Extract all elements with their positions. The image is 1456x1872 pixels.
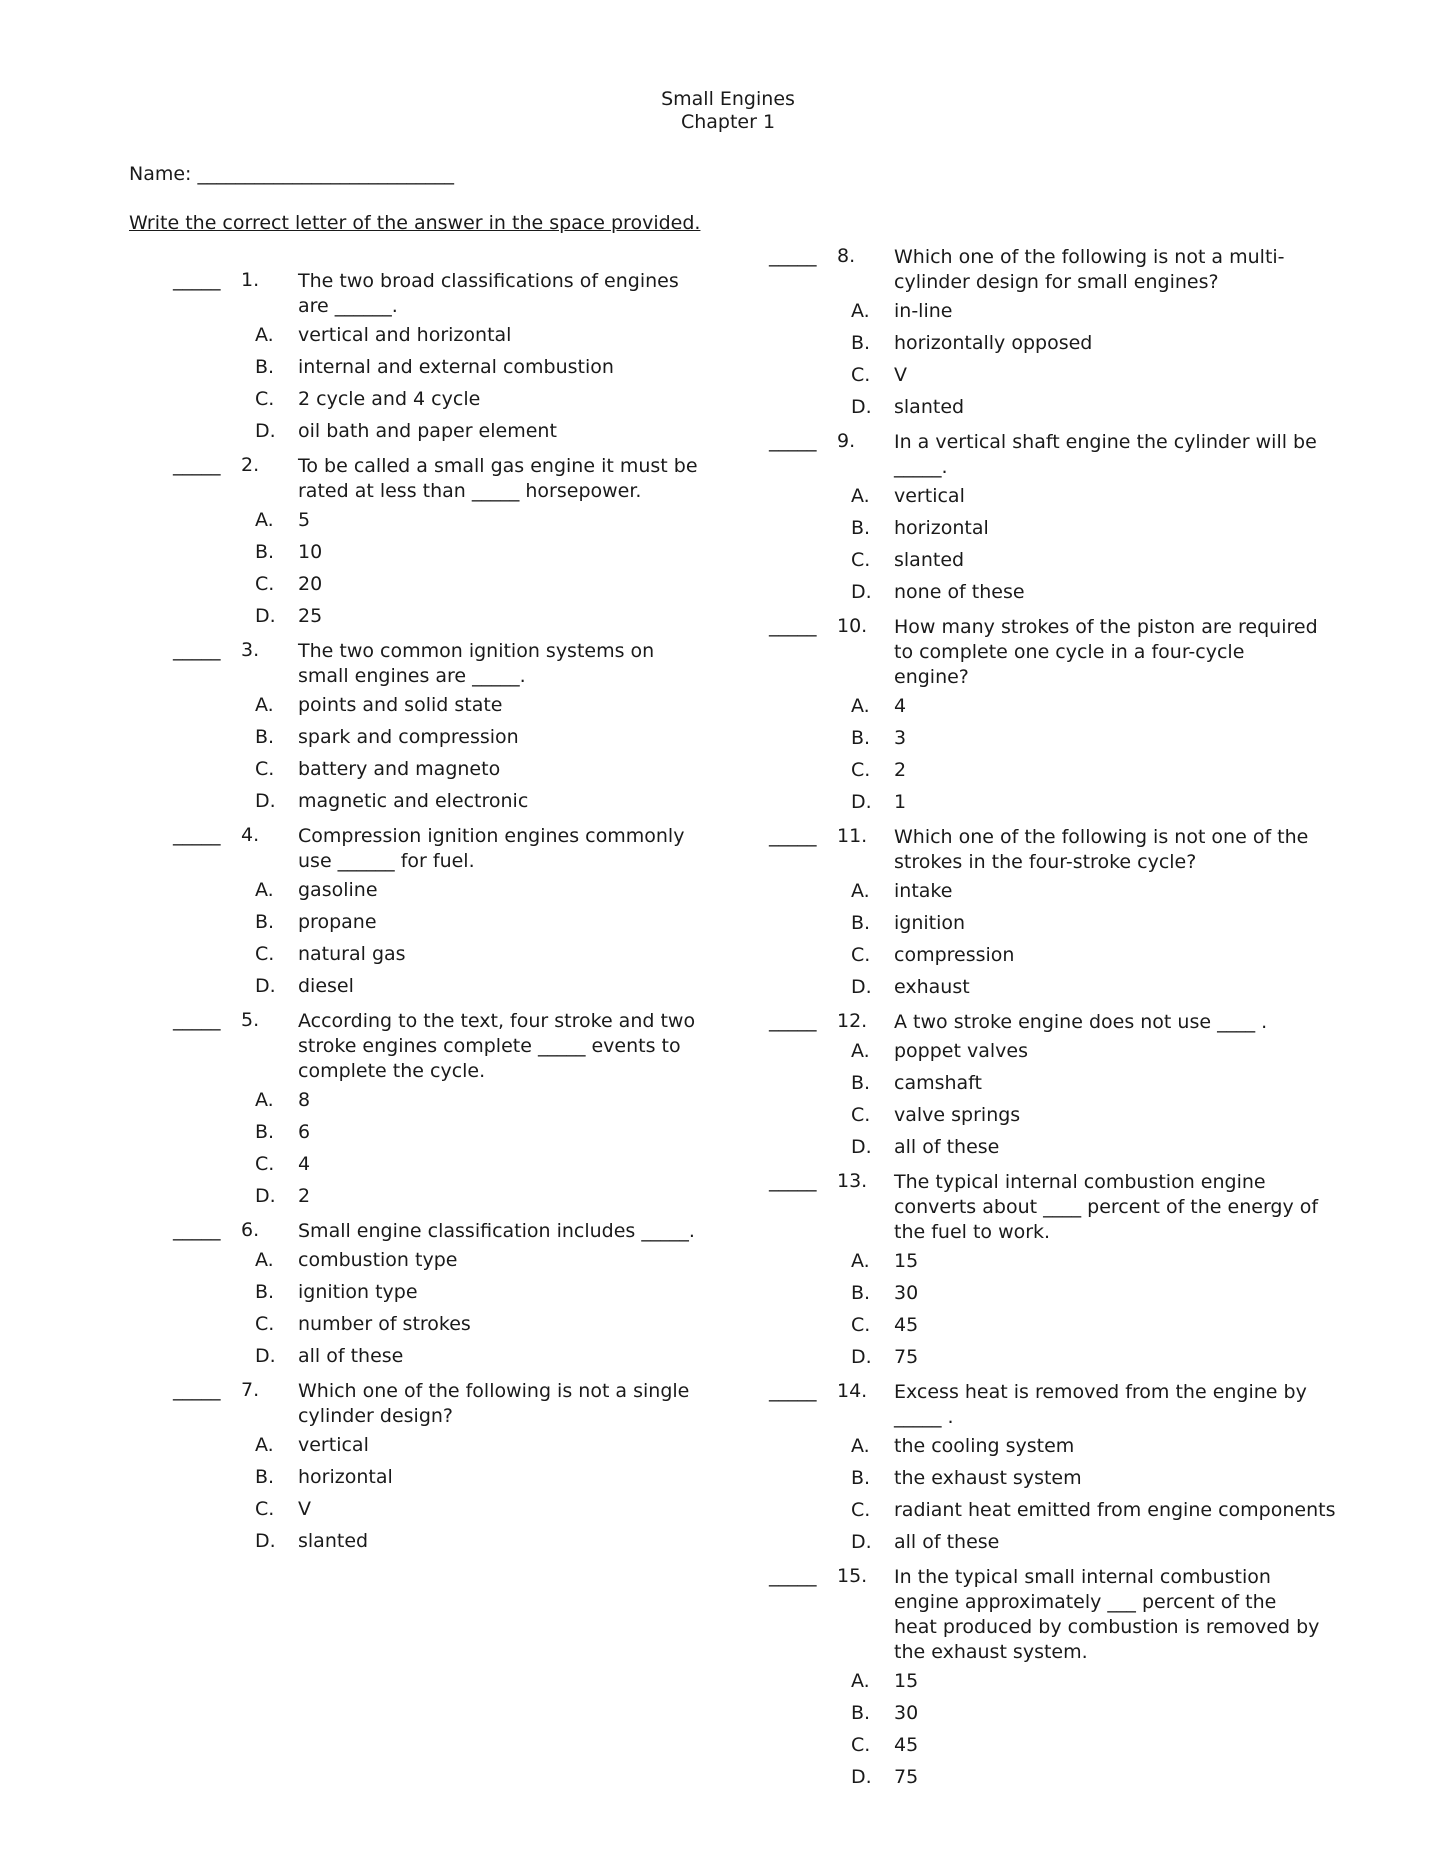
option-text: 2: [298, 1185, 311, 1207]
option-letter: C.: [255, 1498, 275, 1520]
question-text: Small engine classification includes _____.: [298, 1220, 695, 1242]
answer-option: [129, 1180, 729, 1212]
question-text: The typical internal combustion engine converts about ____ percent of the energy of the fuel to work.: [894, 1171, 1319, 1243]
question-row: [129, 824, 729, 874]
answer-option: [725, 544, 1325, 576]
answer-option: [129, 970, 729, 1002]
option-text: vertical: [298, 1434, 369, 1456]
option-letter: D.: [851, 396, 872, 418]
question-number: 4.: [241, 824, 260, 846]
answer-option: [129, 1493, 729, 1525]
option-text: 45: [894, 1734, 919, 1756]
option-letter: B.: [255, 911, 275, 933]
question-item: [725, 1010, 1325, 1170]
answer-option: [725, 1462, 1325, 1494]
option-text: radiant heat emitted from engine components: [894, 1499, 1336, 1521]
option-text: slanted: [894, 396, 965, 418]
questions-left-column: [129, 269, 729, 1564]
option-letter: B.: [851, 332, 871, 354]
option-letter: C.: [851, 1314, 871, 1336]
question-row: [725, 430, 1325, 480]
answer-option: [725, 1099, 1325, 1131]
answer-option: [725, 1665, 1325, 1697]
question-item: [725, 825, 1325, 1010]
chapter-subtitle: Chapter 1: [680, 111, 776, 133]
question-row: [725, 1170, 1325, 1245]
option-text: all of these: [894, 1136, 1000, 1158]
option-letter: C.: [255, 758, 275, 780]
answer-option: [725, 971, 1325, 1003]
question-item: [725, 245, 1325, 430]
option-letter: A.: [851, 1040, 870, 1062]
question-text: Excess heat is removed from the engine by _____ .: [894, 1381, 1307, 1428]
question-number: 6.: [241, 1219, 260, 1241]
question-row: [129, 454, 729, 504]
option-text: ignition: [894, 912, 966, 934]
question-item: [129, 824, 729, 1009]
option-letter: A.: [255, 1434, 274, 1456]
answer-option: [129, 600, 729, 632]
answer-blank: _____: [769, 1380, 817, 1402]
option-text: in-line: [894, 300, 953, 322]
answer-blank: _____: [769, 1010, 817, 1032]
answer-option: [129, 1429, 729, 1461]
option-letter: A.: [255, 879, 274, 901]
answer-option: [725, 1697, 1325, 1729]
option-text: V: [298, 1498, 311, 1520]
option-letter: C.: [851, 1499, 871, 1521]
instructions: Write the correct letter of the answer in the space provided.: [129, 212, 701, 234]
option-text: all of these: [894, 1531, 1000, 1553]
question-item: [725, 1565, 1325, 1800]
option-text: 25: [298, 605, 323, 627]
option-letter: D.: [851, 976, 872, 998]
answer-blank: _____: [173, 1009, 221, 1031]
option-letter: B.: [851, 1072, 871, 1094]
option-letter: B.: [255, 1121, 275, 1143]
answer-blank: _____: [769, 615, 817, 637]
name-field-line: Name: ___________________________: [129, 163, 454, 185]
page-title: Small Engines: [661, 88, 795, 110]
answer-option: [725, 1526, 1325, 1558]
answer-option: [725, 1309, 1325, 1341]
option-text: 8: [298, 1089, 311, 1111]
answer-option: [725, 295, 1325, 327]
option-letter: D.: [255, 1530, 276, 1552]
question-number: 15.: [837, 1565, 868, 1587]
answer-option: [129, 938, 729, 970]
option-letter: C.: [255, 573, 275, 595]
answer-option: [129, 536, 729, 568]
answer-option: [129, 689, 729, 721]
answer-option: [129, 785, 729, 817]
option-text: V: [894, 364, 907, 386]
answer-blank: _____: [173, 269, 221, 291]
option-letter: B.: [851, 1467, 871, 1489]
question-text: In a vertical shaft engine the cylinder will be _____.: [894, 431, 1317, 478]
question-number: 14.: [837, 1380, 868, 1402]
answer-option: [129, 1525, 729, 1557]
option-letter: B.: [851, 912, 871, 934]
option-text: natural gas: [298, 943, 406, 965]
answer-option: [129, 351, 729, 383]
option-letter: A.: [851, 1435, 870, 1457]
question-row: [129, 1379, 729, 1429]
option-text: horizontally opposed: [894, 332, 1093, 354]
answer-option: [725, 1729, 1325, 1761]
answer-blank: _____: [173, 1379, 221, 1401]
option-text: 20: [298, 573, 323, 595]
question-text: A two stroke engine does not use ____ .: [894, 1011, 1268, 1033]
question-row: [129, 639, 729, 689]
option-text: combustion type: [298, 1249, 458, 1271]
option-letter: A.: [255, 1249, 274, 1271]
option-letter: D.: [851, 1531, 872, 1553]
option-text: points and solid state: [298, 694, 503, 716]
answer-option: [129, 1276, 729, 1308]
option-letter: A.: [255, 1089, 274, 1111]
answer-option: [725, 875, 1325, 907]
option-letter: D.: [255, 1345, 276, 1367]
question-row: [725, 1010, 1325, 1035]
question-number: 12.: [837, 1010, 868, 1032]
answer-option: [129, 319, 729, 351]
answer-option: [725, 1430, 1325, 1462]
option-text: oil bath and paper element: [298, 420, 557, 442]
answer-option: [129, 504, 729, 536]
option-letter: B.: [255, 356, 275, 378]
option-text: vertical and horizontal: [298, 324, 512, 346]
question-text: To be called a small gas engine it must be rated at less than _____ horsepower.: [298, 455, 698, 502]
answer-blank: _____: [173, 824, 221, 846]
option-letter: D.: [851, 1766, 872, 1788]
option-text: slanted: [894, 549, 965, 571]
option-text: 75: [894, 1346, 919, 1368]
option-letter: C.: [255, 1313, 275, 1335]
option-letter: A.: [851, 1250, 870, 1272]
answer-option: [129, 1244, 729, 1276]
option-letter: B.: [255, 1466, 275, 1488]
answer-option: [725, 722, 1325, 754]
question-row: [725, 1380, 1325, 1430]
option-text: poppet valves: [894, 1040, 1028, 1062]
option-letter: A.: [851, 485, 870, 507]
answer-option: [725, 480, 1325, 512]
option-text: valve springs: [894, 1104, 1021, 1126]
option-text: all of these: [298, 1345, 404, 1367]
answer-option: [725, 786, 1325, 818]
answer-blank: _____: [173, 1219, 221, 1241]
answer-option: [725, 1761, 1325, 1793]
question-item: [725, 430, 1325, 615]
option-text: none of these: [894, 581, 1025, 603]
option-letter: A.: [851, 1670, 870, 1692]
option-text: 3: [894, 727, 907, 749]
option-letter: C.: [851, 759, 871, 781]
answer-option: [725, 939, 1325, 971]
option-letter: C.: [255, 388, 275, 410]
question-text: Which one of the following is not a multi-cylinder design for small engines?: [894, 246, 1285, 293]
question-item: [129, 639, 729, 824]
option-letter: A.: [851, 880, 870, 902]
option-letter: B.: [255, 1281, 275, 1303]
answer-option: [129, 753, 729, 785]
answer-option: [725, 907, 1325, 939]
answer-option: [129, 1340, 729, 1372]
answer-option: [129, 906, 729, 938]
answer-option: [725, 512, 1325, 544]
answer-blank: _____: [769, 1170, 817, 1192]
answer-blank: _____: [769, 430, 817, 452]
question-text: Compression ignition engines commonly use ______ for fuel.: [298, 825, 685, 872]
question-item: [725, 1380, 1336, 1565]
option-text: propane: [298, 911, 377, 933]
option-text: exhaust: [894, 976, 970, 998]
question-item: [129, 454, 729, 639]
question-text: The two common ignition systems on small engines are _____.: [298, 640, 655, 687]
question-number: 8.: [837, 245, 856, 267]
answer-option: [725, 754, 1325, 786]
answer-option: [725, 1131, 1325, 1163]
option-text: 4: [298, 1153, 311, 1175]
answer-option: [129, 721, 729, 753]
option-letter: D.: [851, 791, 872, 813]
option-letter: C.: [255, 943, 275, 965]
answer-option: [129, 1461, 729, 1493]
option-text: the cooling system: [894, 1435, 1075, 1457]
option-text: 15: [894, 1670, 919, 1692]
option-text: battery and magneto: [298, 758, 501, 780]
question-number: 10.: [837, 615, 868, 637]
option-letter: D.: [851, 1346, 872, 1368]
option-text: camshaft: [894, 1072, 982, 1094]
option-text: intake: [894, 880, 953, 902]
option-letter: B.: [851, 1702, 871, 1724]
option-text: 30: [894, 1282, 919, 1304]
option-letter: D.: [255, 420, 276, 442]
answer-option: [129, 874, 729, 906]
answer-option: [725, 1494, 1336, 1526]
option-text: 6: [298, 1121, 311, 1143]
option-text: diesel: [298, 975, 354, 997]
question-text: Which one of the following is not a single cylinder design?: [298, 1380, 690, 1427]
answer-blank: _____: [769, 1565, 817, 1587]
answer-option: [725, 1341, 1325, 1373]
option-letter: C.: [851, 364, 871, 386]
option-text: 45: [894, 1314, 919, 1336]
answer-option: [725, 1067, 1325, 1099]
option-letter: B.: [851, 1282, 871, 1304]
question-text: Which one of the following is not one of the strokes in the four-stroke cycle?: [894, 826, 1309, 873]
question-row: [129, 269, 729, 319]
option-text: spark and compression: [298, 726, 519, 748]
option-letter: D.: [851, 1136, 872, 1158]
answer-blank: _____: [769, 245, 817, 267]
answer-option: [725, 1245, 1325, 1277]
answer-option: [129, 1084, 729, 1116]
question-item: [725, 1170, 1325, 1380]
question-row: [725, 1565, 1325, 1665]
option-text: compression: [894, 944, 1015, 966]
option-text: 15: [894, 1250, 919, 1272]
question-number: 9.: [837, 430, 856, 452]
question-row: [725, 615, 1325, 690]
question-number: 11.: [837, 825, 868, 847]
option-text: number of strokes: [298, 1313, 471, 1335]
answer-option: [725, 327, 1325, 359]
answer-option: [725, 359, 1325, 391]
answer-option: [725, 690, 1325, 722]
option-text: horizontal: [894, 517, 989, 539]
question-item: [725, 615, 1325, 825]
option-letter: C.: [851, 944, 871, 966]
option-text: horizontal: [298, 1466, 393, 1488]
answer-option: [129, 383, 729, 415]
questions-right-column: [725, 245, 1336, 1800]
answer-option: [725, 391, 1325, 423]
question-number: 13.: [837, 1170, 868, 1192]
option-letter: D.: [255, 975, 276, 997]
question-item: [129, 1009, 729, 1219]
question-number: 1.: [241, 269, 260, 291]
option-letter: A.: [851, 695, 870, 717]
answer-option: [129, 1148, 729, 1180]
question-item: [129, 269, 729, 454]
question-number: 2.: [241, 454, 260, 476]
option-letter: B.: [255, 726, 275, 748]
question-number: 7.: [241, 1379, 260, 1401]
option-letter: D.: [851, 581, 872, 603]
option-text: magnetic and electronic: [298, 790, 529, 812]
question-text: According to the text, four stroke and two stroke engines complete _____ events to complete the cycle.: [298, 1010, 696, 1082]
option-text: 2 cycle and 4 cycle: [298, 388, 481, 410]
question-text: In the typical small internal combustion engine approximately ___ percent of the heat produced by combustion is removed by the exhaust system.: [894, 1566, 1320, 1663]
question-row: [725, 245, 1325, 295]
question-number: 3.: [241, 639, 260, 661]
option-text: 2: [894, 759, 907, 781]
option-letter: A.: [851, 300, 870, 322]
option-text: vertical: [894, 485, 965, 507]
answer-option: [129, 415, 729, 447]
option-text: slanted: [298, 1530, 369, 1552]
option-letter: D.: [255, 1185, 276, 1207]
answer-blank: _____: [769, 825, 817, 847]
option-letter: D.: [255, 605, 276, 627]
answer-option: [129, 1116, 729, 1148]
option-text: internal and external combustion: [298, 356, 614, 378]
option-text: 10: [298, 541, 323, 563]
option-text: 4: [894, 695, 907, 717]
option-letter: C.: [255, 1153, 275, 1175]
option-text: 1: [894, 791, 907, 813]
option-letter: C.: [851, 549, 871, 571]
option-letter: B.: [851, 727, 871, 749]
option-text: 75: [894, 1766, 919, 1788]
answer-option: [129, 1308, 729, 1340]
option-letter: B.: [851, 517, 871, 539]
answer-option: [725, 576, 1325, 608]
question-number: 5.: [241, 1009, 260, 1031]
question-text: The two broad classifications of engines are ______.: [298, 270, 679, 317]
answer-blank: _____: [173, 639, 221, 661]
question-text: How many strokes of the piston are required to complete one cycle in a four-cycle engine?: [894, 616, 1318, 688]
option-letter: A.: [255, 509, 274, 531]
option-text: gasoline: [298, 879, 378, 901]
option-letter: C.: [851, 1734, 871, 1756]
option-letter: C.: [851, 1104, 871, 1126]
option-letter: A.: [255, 694, 274, 716]
option-letter: A.: [255, 324, 274, 346]
question-item: [129, 1219, 729, 1379]
answer-option: [725, 1277, 1325, 1309]
question-row: [129, 1219, 729, 1244]
answer-option: [129, 568, 729, 600]
option-text: the exhaust system: [894, 1467, 1082, 1489]
question-row: [129, 1009, 729, 1084]
answer-blank: _____: [173, 454, 221, 476]
option-letter: B.: [255, 541, 275, 563]
option-letter: D.: [255, 790, 276, 812]
question-row: [725, 825, 1325, 875]
option-text: ignition type: [298, 1281, 418, 1303]
question-item: [129, 1379, 729, 1564]
option-text: 5: [298, 509, 311, 531]
option-text: 30: [894, 1702, 919, 1724]
answer-option: [725, 1035, 1325, 1067]
